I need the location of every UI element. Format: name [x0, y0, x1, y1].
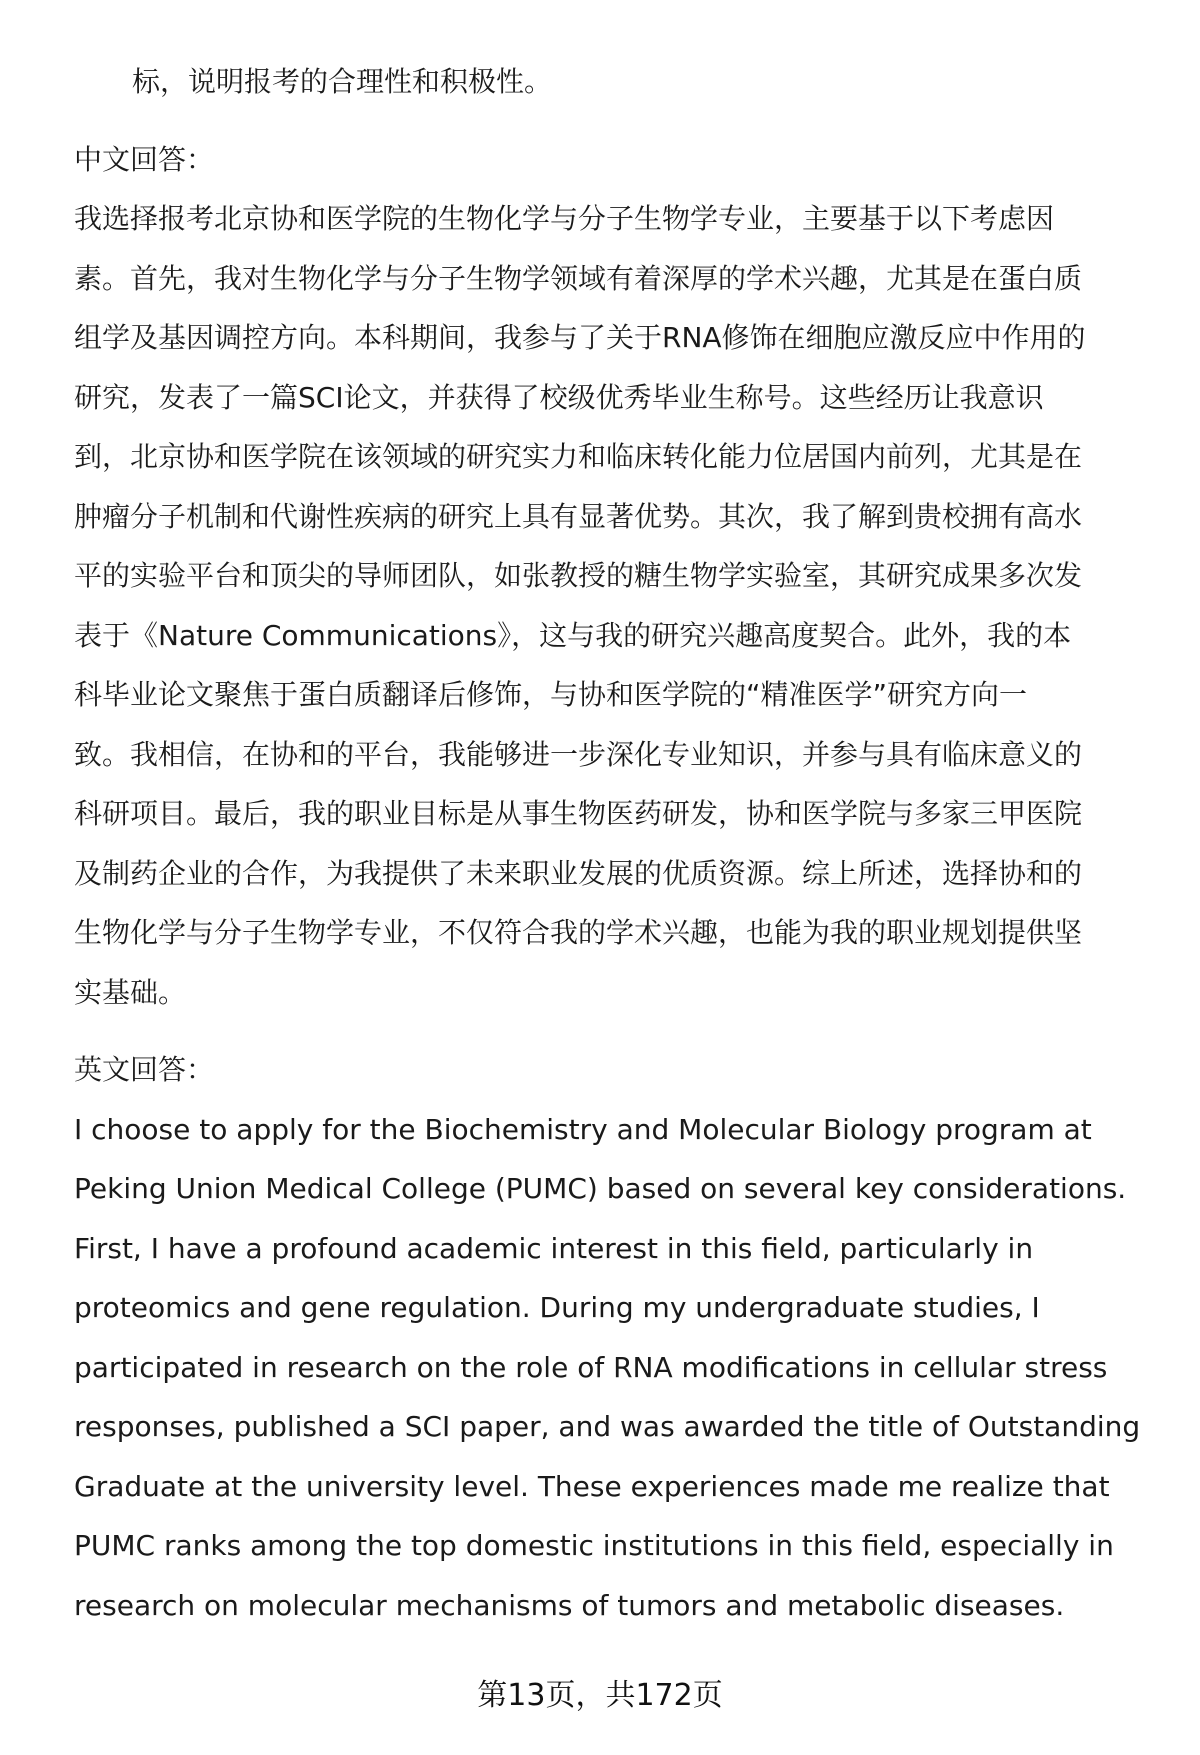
chinese-line: 科毕业论文聚焦于蛋白质翻译后修饰，与协和医学院的“精准医学”研究方向一 [74, 678, 1028, 711]
english-answer [74, 1100, 1152, 1636]
chinese-line: 肿瘤分子机制和代谢性疾病的研究上具有显著优势。其次，我了解到贵校拥有高水 [74, 499, 1083, 533]
intro-line: 标，说明报考的合理性和积极性。 [132, 65, 553, 98]
english-line: responses, published a SCI paper, and was awarded the title of Outstanding [74, 1410, 1141, 1443]
chinese-line: 实基础。 [74, 975, 187, 1009]
english-line: Graduate at the university level. These experiences made me realize that [74, 1469, 1110, 1503]
page-number: 第13页，共172页 [477, 1678, 723, 1713]
chinese-line: 研究，发表了一篇SCI论文，并获得了校级优秀毕业生称号。这些经历让我意识 [74, 380, 1044, 414]
chinese-line: 平的实验平台和顶尖的导师团队，如张教授的糖生物学实验室，其研究成果多次发 [74, 559, 1083, 592]
chinese-heading: 中文回答： [74, 142, 215, 176]
chinese-line: 我选择报考北京协和医学院的生物化学与分子生物学专业，主要基于以下考虑因 [74, 202, 1055, 235]
document-body [74, 52, 1152, 1635]
english-line: research on molecular mechanisms of tumors and metabolic diseases. [74, 1588, 1065, 1622]
chinese-line: 生物化学与分子生物学专业，不仅符合我的学术兴趣，也能为我的职业规划提供坚 [74, 916, 1083, 949]
chinese-line: 及制药企业的合作，为我提供了未来职业发展的优质资源。综上所述，选择协和的 [74, 856, 1083, 890]
chinese-line: 素。首先，我对生物化学与分子生物学领域有着深厚的学术兴趣，尤其是在蛋白质 [74, 261, 1083, 295]
english-line: Peking Union Medical College (PUMC) based on several key considerations. [74, 1172, 1127, 1205]
english-line: First, I have a profound academic interest in this field, particularly in [74, 1231, 1034, 1265]
english-line: proteomics and gene regulation. During my undergraduate studies, I [74, 1291, 1040, 1324]
english-line: PUMC ranks among the top domestic institutions in this field, especially in [74, 1529, 1114, 1562]
chinese-line: 致。我相信，在协和的平台，我能够进一步深化专业知识，并参与具有临床意义的 [74, 737, 1083, 771]
chinese-line: 到，北京协和医学院在该领域的研究实力和临床转化能力位居国内前列，尤其是在 [74, 440, 1083, 473]
chinese-answer [74, 189, 1152, 1022]
english-heading: 英文回答： [74, 1053, 215, 1086]
chinese-line: 科研项目。最后，我的职业目标是从事生物医药研发，协和医学院与多家三甲医院 [74, 797, 1083, 830]
english-line: participated in research on the role of RNA modifications in cellular stress [74, 1350, 1108, 1384]
chinese-line: 表于《Nature Communications》，这与我的研究兴趣高度契合。此外，我的本 [74, 618, 1072, 652]
english-line: I choose to apply for the Biochemistry and Molecular Biology program at [74, 1112, 1092, 1146]
chinese-line: 组学及基因调控方向。本科期间，我参与了关于RNA修饰在细胞应激反应中作用的 [74, 321, 1086, 354]
